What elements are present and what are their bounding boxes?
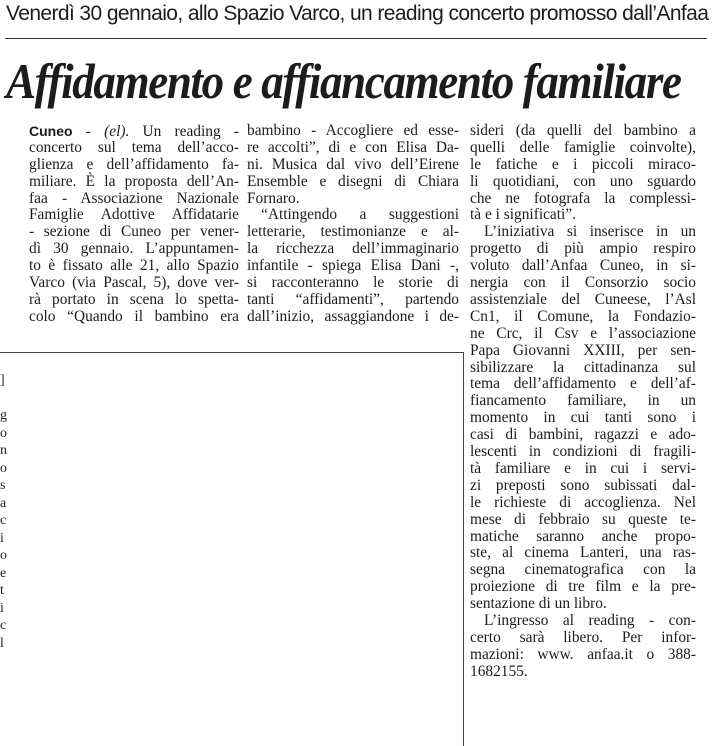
fragment-glyph: i [0,530,4,546]
column-line: L’ingresso al reading - con- [484,611,696,629]
column-line: to è fissato alle 21, allo Spazio [29,257,239,275]
column-line: proiezione di tre film e la pre- [470,578,696,596]
column-line: Cn1, il Comune, la Fondazio- [470,307,696,325]
column-line: Un reading - [129,123,239,140]
column-line: tà familiare e in cui i servi- [470,459,696,477]
column-line: mazioni: www. anfaa.it o 388- [470,645,696,663]
fragment-glyph: c [0,618,7,633]
fragment-glyph: e [0,565,7,581]
column-line: letterarie, testimonianze e al- [247,223,459,241]
column-line: le richieste di accoglienza. Nel [470,493,696,511]
column-line: nergia con il Consorzio socio [470,274,696,292]
fragment-glyph: o [0,548,7,563]
article-headline: Affidamento e affiancamento familiare [6,53,681,109]
column-line: Fornaro. [247,189,300,207]
column-line: progetto di più ampio respiro [470,240,696,258]
column-line: L’iniziativa si inserisce in un [484,223,696,241]
column-line: colo “Quando il bambino era [29,307,239,325]
column-line: 1682155. [470,662,528,680]
column-line: certo sarà libero. Per infor- [470,628,696,646]
fragment-glyph: g [0,408,7,423]
column-line: Ensemble e disegni di Chiara [247,172,459,190]
fragment-glyph: c [0,513,7,528]
column-line: casi di bambini, ragazzi e ado- [470,426,696,444]
byline: (el). [104,123,130,140]
column-line: tà e i significati”. [470,206,576,224]
column-line: ni. Musica dal vivo dell’Eirene [247,155,459,173]
column-line: sibilizzare la cittadinanza sul [470,358,696,376]
column-line: Papa Giovanni XXIII, per sen- [470,341,696,359]
column-line: tema dell’affidamento e dell’af- [470,375,696,393]
article-column-3 [470,123,696,359]
column-line: fiancamento familiare, in un [470,392,696,410]
column-line: ste, al cinema Lanteri, una ras- [470,544,696,562]
column-line: la ricchezza dell’immaginario [247,240,459,258]
column-line: Varco (via Pascal, 5), dove ver- [29,274,239,292]
column-line: matiche saranno anche propo- [470,527,696,545]
column-line: assistenziale del Cuneese, l’Asl [470,290,696,308]
column-line: faa - Associazione Nazionale [29,189,239,207]
column-line: rà portato in scena lo spetta- [29,290,239,308]
box-top-border [0,352,464,353]
article-column-1 [29,123,239,326]
adjacent-article-fragment [0,372,8,652]
column-line: re accolti”, di e con Elisa Da- [247,138,459,156]
column-line: li quotidiani, con uno sguardo [470,172,696,190]
column-line: “Attingendo a suggestioni [261,206,459,224]
column-line: miliare. È la proposta dell’An- [29,172,239,190]
column-line: voluto dall’Anfaa Cuneo, in si- [470,257,696,275]
column-line: bambino - Accogliere ed esse- [247,122,459,139]
box-right-border [463,352,464,746]
column-line: che ne fotografa la complessi- [470,189,696,207]
article-column-3-continued [470,360,696,681]
column-line: zi preposti sono subissati dal- [470,476,696,494]
column-line: concerto sul tema dell’acco- [29,138,239,156]
column-line: sentazione di un libro. [470,595,607,613]
column-line: Famiglie Adottive Affidatarie [29,206,239,224]
column-line: segna cinematografica con la [470,561,696,579]
column-line: mese di febbraio su queste te- [470,510,696,528]
column-line: ne Crc, il Csv e l’associazione [470,324,696,342]
fragment-glyph: o [0,460,7,476]
fragment-glyph: ] [0,373,5,388]
column-line: quelli delle famiglie coinvolte), [470,138,696,156]
column-line: si racconteranno le storie di [247,274,459,292]
byline-separator: - [85,123,91,140]
fragment-glyph: n [0,443,7,458]
fragment-glyph: l [0,635,4,651]
fragment-glyph: o [0,425,7,441]
column-line: dì 30 gennaio. L’appuntamen- [29,240,239,258]
fragment-glyph: a [0,495,7,511]
dateline-place: Cuneo [29,123,73,139]
column-line: sideri (da quelli del bambino a [470,122,696,139]
column-line: glienza e dell’affidamento fa- [29,155,239,173]
column-line: momento in cui tanti sono i [470,409,696,427]
fragment-glyph: t [0,583,4,598]
article-column-2 [247,123,459,326]
column-line: - sezione di Cuneo per vener- [29,223,239,241]
column-line: lescenti in condizioni di fragili- [470,443,696,461]
column-line: le fatiche e i piccoli miraco- [470,155,696,173]
fragment-glyph: i [0,600,4,616]
column-line: dall’inizio, assaggiandone i de- [247,307,459,325]
kicker-divider [5,38,707,39]
fragment-glyph: s [0,478,6,493]
column-line: tanti “affidamenti”, partendo [247,290,459,308]
fragment-glyph [0,390,8,408]
column-line: infantile - spiega Elisa Dani -, [247,257,459,275]
article-lead-line [29,123,239,140]
kicker-subtitle: Venerdì 30 gennaio, allo Spazio Varco, un reading concerto promosso dall’Anfaa [6,2,709,25]
